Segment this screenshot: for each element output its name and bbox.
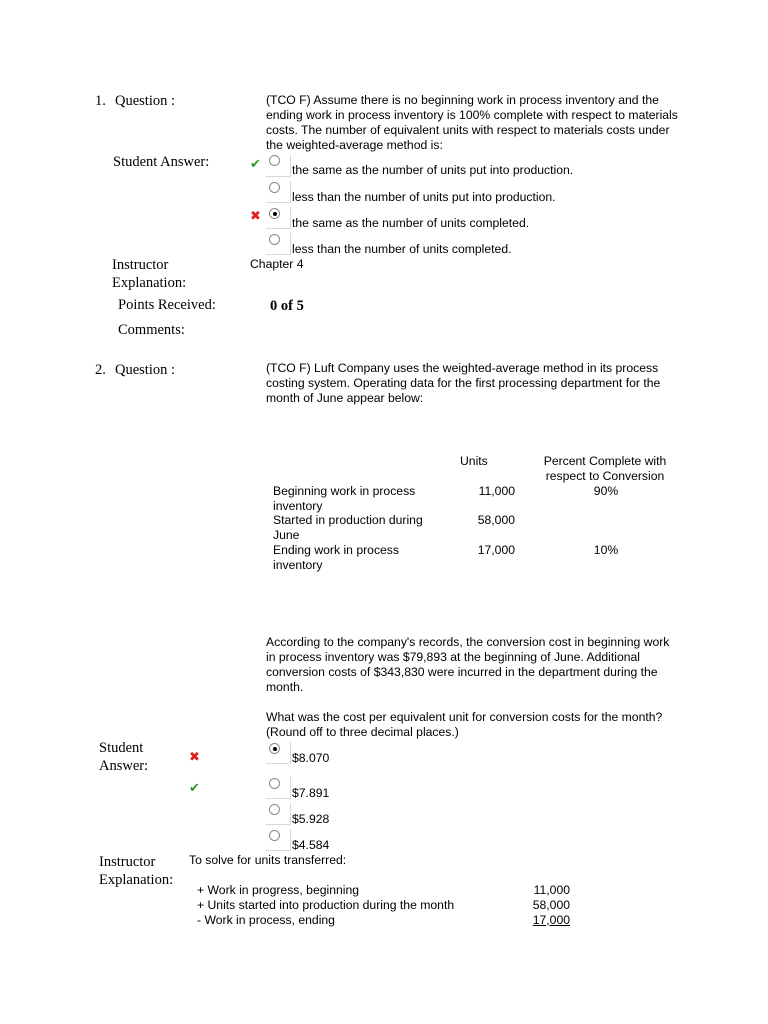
q1-option-1-text: the same as the number of units put into production. <box>292 163 574 177</box>
q2-question-label: Question : <box>115 362 176 378</box>
q1-option-4-radio[interactable] <box>269 234 280 245</box>
q2-option-4-radio[interactable] <box>269 830 280 841</box>
table-header-percent: Percent Complete with respect to Conversion <box>543 454 667 483</box>
table-row-3-label: Ending work in process inventory <box>273 543 399 572</box>
q1-option-4-text: less than the number of units completed. <box>292 242 512 256</box>
q2-option-2-radio[interactable] <box>269 778 280 789</box>
q1-option-2-text: less than the number of units put into production. <box>292 190 556 204</box>
q2-question-text: What was the cost per equivalent unit for conversion costs for the month? (Round off to three decimal places.) <box>266 710 663 739</box>
calc-row-2-value: 58,000 <box>532 898 570 912</box>
q2-option-4-text: $4.584 <box>292 838 330 852</box>
q1-question-text: (TCO F) Assume there is no beginning work in process inventory and the ending work in process inventory is 100% complete with respect to materials costs. The number of equivalent units with respect to materials costs under the weighted-average method is: <box>266 93 678 152</box>
q2-instructor-label-line2: Explanation: <box>99 872 174 888</box>
q1-number: 1. <box>95 93 106 109</box>
table-row-2-label: Started in production during June <box>273 513 423 542</box>
calc-row-3-value: 17,000 <box>532 913 570 927</box>
table-row-1-percent: 90% <box>593 484 619 498</box>
q1-option-3-text: the same as the number of units completed. <box>292 216 530 230</box>
q2-option-2-text: $7.891 <box>292 786 330 800</box>
table-row-3-percent: 10% <box>593 543 619 557</box>
q1-explanation: Chapter 4 <box>250 257 304 271</box>
q2-instructor-label-line1: Instructor <box>99 854 156 870</box>
q2-records-text: According to the company's records, the conversion cost in beginning work in process inventory was $79,893 at the beginning of June. Additional conversion costs of $343,830 were incurred in the department during the month. <box>266 635 670 694</box>
table-row-3-units: 17,000 <box>477 543 515 557</box>
q2-option-1-radio[interactable] <box>269 743 280 754</box>
points-received-label: Points Received: <box>118 297 216 313</box>
q2-option-3-text: $5.928 <box>292 812 330 826</box>
q2-option-3-radio[interactable] <box>269 804 280 815</box>
calc-row-1-value: 11,000 <box>533 883 570 897</box>
incorrect-x-icon: ✖ <box>250 209 261 224</box>
table-row-2-units: 58,000 <box>477 513 515 527</box>
calc-row-1-label: + Work in progress, beginning <box>197 883 360 897</box>
q2-intro-text: (TCO F) Luft Company uses the weighted-average method in its process costing system. Operating data for the first processing department for the month of June appear below: <box>266 361 661 405</box>
q2-option-1-text: $8.070 <box>292 751 330 765</box>
correct-check-icon: ✔ <box>189 781 200 796</box>
q2-number: 2. <box>95 362 106 378</box>
table-row-1-units: 11,000 <box>478 484 515 498</box>
q1-instructor-label-line2: Explanation: <box>112 275 187 291</box>
calc-row-2-label: + Units started into production during the month <box>197 898 455 912</box>
q2-student-answer-label-line2: Answer: <box>99 758 149 774</box>
q1-instructor-label-line1: Instructor <box>112 257 169 273</box>
q2-explanation-title: To solve for units transferred: <box>189 853 347 867</box>
q1-question-label: Question : <box>115 93 176 109</box>
incorrect-x-icon: ✖ <box>189 750 200 765</box>
calc-row-3-label: - Work in process, ending <box>197 913 335 927</box>
table-header-units: Units <box>460 454 488 468</box>
points-received-value: 0 of 5 <box>270 298 304 314</box>
q1-option-2-radio[interactable] <box>269 182 280 193</box>
q1-student-answer-label: Student Answer: <box>113 154 210 170</box>
q2-student-answer-label-line1: Student <box>99 740 144 756</box>
correct-check-icon: ✔ <box>250 157 261 172</box>
comments-label: Comments: <box>118 322 185 338</box>
q1-option-1-radio[interactable] <box>269 155 280 166</box>
q1-option-3-radio[interactable] <box>269 208 280 219</box>
table-row-1-label: Beginning work in process inventory <box>273 484 416 513</box>
